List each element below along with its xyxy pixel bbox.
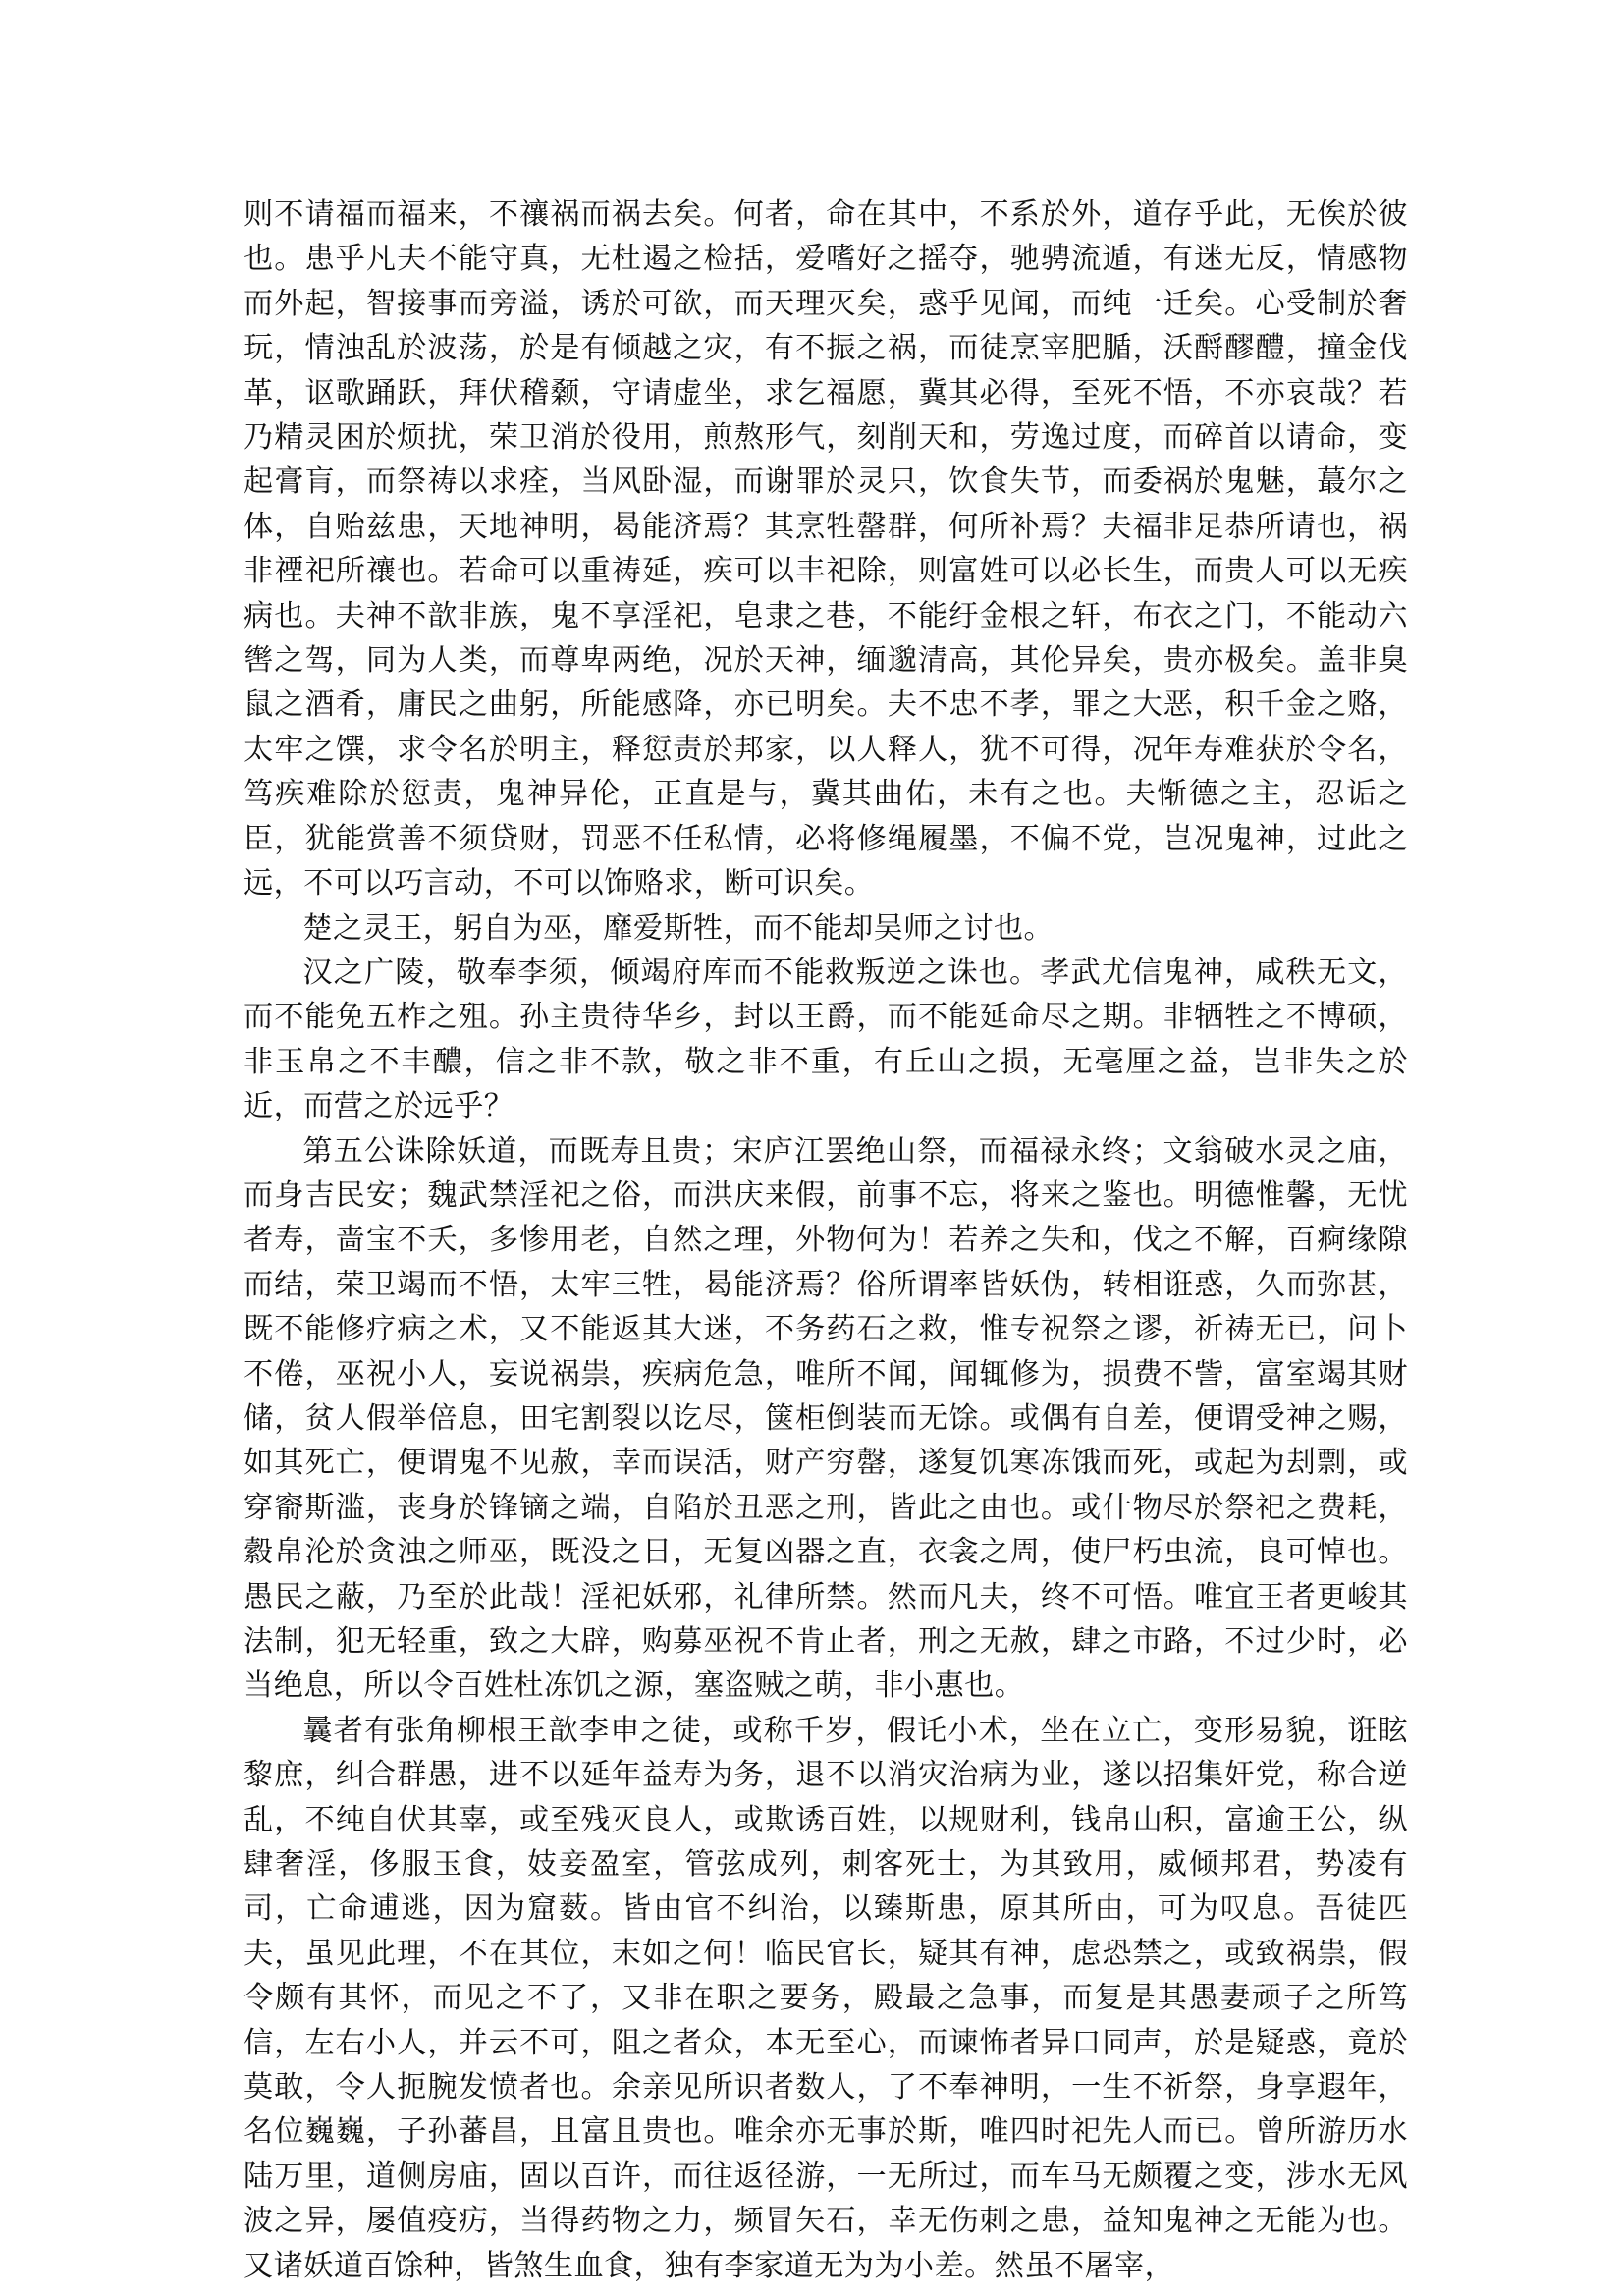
- paragraph-2: 楚之灵王，躬自为巫，靡爱斯牲，而不能却吴师之讨也。: [302, 910, 1055, 946]
- paragraph-4: 第五公诛除妖道，而既寿且贵；宋庐江罢绝山祭，而福禄永终；文翁破水灵之庙，而身吉民安；魏武禁淫祀之俗，而洪庆来假，前事不忘，将来之鉴也。明德惟馨，无忧者寿，啬宝不夭，多惨用老，自然之理，外物何为！若养之失和，伐之不解，百痾缘隙而结，荣卫竭而不悟，太牢三牲，曷能济焉？俗所谓率皆妖伪，转相诳惑，久而弥甚，既不能修疗病之术，又不能返其大迷，不务药石之救，惟专祝祭之谬，祈祷无已，问卜不倦，巫祝小人，妄说祸祟，疾病危急，唯所不闻，闻辄修为，损费不訾，富室竭其财储，贫人假举倍息，田宅割裂以讫尽，箧柜倒装而无馀。或偶有自差，便谓受神之赐，如其死亡，便谓鬼不见赦，幸而误活，财产穷罄，遂复饥寒冻饿而死，或起为刦剽，或穿窬斯滥，丧身於锋镝之端，自陷於丑恶之刑，皆此之由也。或什物尽於祭祀之费耗，縠帛沦於贪浊之师巫，既没之日，无复凶器之直，衣衾之周，使尸朽虫流，良可悼也。愚民之蔽，乃至於此哉！淫祀妖邪，礼律所禁。然而凡夫，终不可悟。唯宜王者更峻其法制，犯无轻重，致之大辟，购募巫祝不肯止者，刑之无赦，肆之市路，不过少时，必当绝息，所以令百姓杜冻饥之源，塞盗贼之萌，非小惠也。: [243, 1133, 1408, 1704]
- paragraph-1: 则不请福而福来，不禳祸而祸去矣。何者，命在其中，不系於外，道存乎此，无俟於彼也。患乎凡夫不能守真，无杜遏之检括，爱嗜好之摇夺，驰骋流遁，有迷无反，情感物而外起，智接事而旁溢，诱於可欲，而天理灭矣，惑乎见闻，而纯一迁矣。心受制於奢玩，情浊乱於波荡，於是有倾越之灾，有不振之祸，而徒烹宰肥腯，沃酹醪醴，撞金伐革，讴歌踊跃，拜伏稽颡，守请虚坐，求乞福愿，冀其必得，至死不悟，不亦哀哉？若乃精灵困於烦扰，荣卫消於役用，煎熬形气，刻削天和，劳逸过度，而碎首以请命，变起膏肓，而祭祷以求痊，当风卧湿，而谢罪於灵只，饮食失节，而委祸於鬼魅，蕞尔之体，自贻兹患，天地神明，曷能济焉？其烹牲罄群，何所补焉？夫福非足恭所请也，祸非禋祀所禳也。若命可以重祷延，疾可以丰祀除，则富姓可以必长生，而贵人可以无疾病也。夫神不歆非族，鬼不享淫祀，皂隶之巷，不能纡金根之轩，布衣之门，不能动六辔之驾，同为人类，而尊卑两绝，况於天神，缅邈清高，其伦异矣，贵亦极矣。盖非臭鼠之酒肴，庸民之曲躬，所能感降，亦已明矣。夫不忠不孝，罪之大恶，积千金之赂，太牢之馔，求令名於明主，释愆责於邦家，以人释人，犹不可得，况年寿难获於令名，笃疾难除於愆责，鬼神异伦，正直是与，冀其曲佑，未有之也。夫惭德之主，忍诟之臣，犹能赏善不须贷财，罚恶不任私情，必将修绳履墨，不偏不党，岂况鬼神，过此之远，不可以巧言动，不可以饰赂求，断可识矣。: [243, 197, 1408, 902]
- paragraph-5: 曩者有张角柳根王歆李申之徒，或称千岁，假讬小术，坐在立亡，变形易貌，诳眩黎庶，纠合群愚，进不以延年益寿为务，退不以消灾治病为业，遂以招集奸党，称合逆乱，不纯自伏其辜，或至残灭良人，或欺诱百姓，以规财利，钱帛山积，富逾王公，纵肆奢淫，侈服玉食，妓妾盈室，管弦成列，刺客死士，为其致用，威倾邦君，势凌有司，亡命逋逃，因为窟薮。皆由官不纠治，以臻斯患，原其所由，可为叹息。吾徒匹夫，虽见此理，不在其位，末如之何！临民官长，疑其有神，虑恐禁之，或致祸祟，假令颇有其怀，而见之不了，又非在职之要务，殿最之急事，而复是其愚妻顽子之所笃信，左右小人，并云不可，阻之者众，本无至心，而谏怖者异口同声，於是疑惑，竟於莫敢，令人扼腕发愤者也。余亲见所识者数人，了不奉神明，一生不祈祭，身享遐年，名位巍巍，子孙蕃昌，且富且贵也。唯余亦无事於斯，唯四时祀先人而已。曾所游历水陆万里，道侧房庙，固以百许，而往返径游，一无所过，而车马无颇覆之变，涉水无风波之异，屡值疫疠，当得药物之力，频冒矢石，幸无伤刺之患，益知鬼神之无能为也。又诸妖道百馀种，皆煞生血食，独有李家道无为为小差。然虽不屠宰，: [243, 1713, 1408, 2283]
- paragraph-3: 汉之广陵，敬奉李须，倾竭府库而不能救叛逆之诛也。孝武尤信鬼神，咸秩无文，而不能免五柞之殂。孙主贵待华乡，封以王爵，而不能延命尽之期。非牺牲之不博硕，非玉帛之不丰醲，信之非不款，敬之非不重，有丘山之损，无毫厘之益，岂非失之於近，而营之於远乎？: [243, 955, 1408, 1124]
- document-page: [243, 192, 1408, 2288]
